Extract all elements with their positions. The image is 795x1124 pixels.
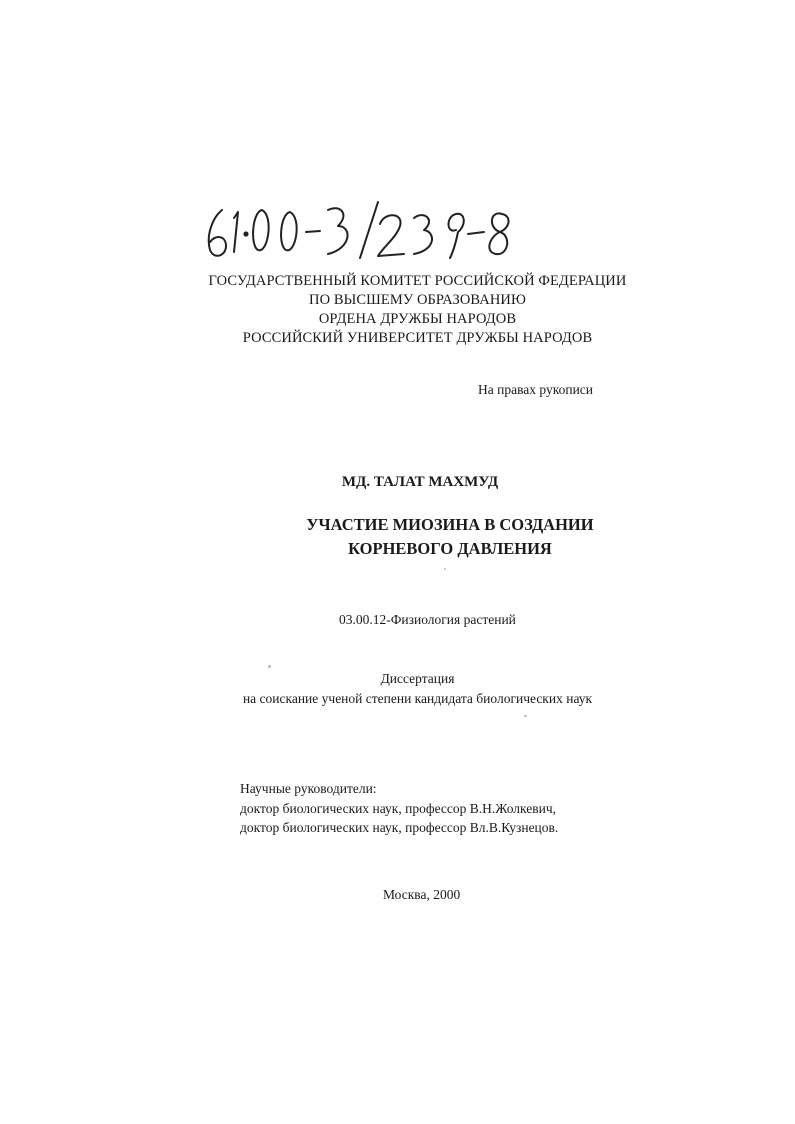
- degree-line: на соискание ученой степени кандидата биологических наук: [242, 691, 593, 706]
- author-name: МД. ТАЛАТ МАХМУД: [341, 474, 499, 490]
- rights-note: На правах рукописи: [478, 382, 594, 397]
- author-block: [0, 474, 795, 491]
- city-year: Москва, 2000: [383, 887, 461, 902]
- supervisors-heading: Научные руководители:: [240, 781, 377, 796]
- dissertation-type: Диссертация: [380, 671, 455, 686]
- handwritten-code-drawing: [200, 196, 520, 266]
- organization-line: ГОСУДАРСТВЕННЫЙ КОМИТЕТ РОССИЙСКОЙ ФЕДЕРАЦИИ: [208, 273, 627, 289]
- specialty-code: 03.00.12-Физиология растений: [339, 612, 516, 627]
- thesis-title: [0, 513, 795, 561]
- dissertation-block: [0, 669, 795, 709]
- supervisors-block: [240, 779, 558, 838]
- supervisor-item: доктор биологических наук, профессор Вл.В.Кузнецов.: [240, 820, 559, 835]
- organization-block: [0, 272, 795, 348]
- scan-speck: [444, 568, 446, 570]
- organization-line: РОССИЙСКИЙ УНИВЕРСИТЕТ ДРУЖБЫ НАРОДОВ: [242, 330, 593, 346]
- scan-speck: [268, 665, 271, 668]
- supervisor-item: доктор биологических наук, профессор В.Н.Жолкевич,: [240, 800, 556, 816]
- title-line: УЧАСТИЕ МИОЗИНА В СОЗДАНИИ: [306, 515, 594, 534]
- scan-speck: [524, 715, 527, 717]
- title-line: КОРНЕВОГО ДАВЛЕНИЯ: [348, 539, 552, 558]
- organization-line: ОРДЕНА ДРУЖБЫ НАРОДОВ: [318, 311, 517, 327]
- handwritten-archive-code: [200, 196, 520, 266]
- organization-line: ПО ВЫСШЕМУ ОБРАЗОВАНИЮ: [309, 292, 526, 308]
